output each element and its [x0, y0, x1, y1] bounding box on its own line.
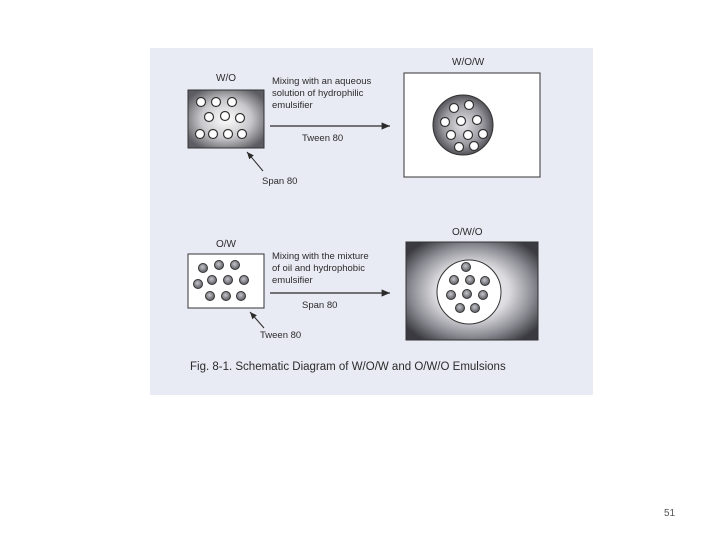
water-droplet: [196, 130, 205, 139]
owo-label: O/W/O: [452, 227, 483, 238]
bottom-pointer-label: Tween 80: [260, 330, 302, 341]
wow-label: W/O/W: [452, 57, 485, 68]
water-droplet: [455, 143, 464, 152]
oil-droplet: [447, 291, 456, 300]
oil-droplet: [240, 276, 249, 285]
page-number: 51: [664, 508, 676, 519]
water-droplet: [228, 98, 237, 107]
oil-droplet: [479, 291, 488, 300]
oil-droplet: [481, 277, 490, 286]
water-droplet: [464, 131, 473, 140]
water-droplet: [447, 131, 456, 140]
oil-droplet: [222, 292, 231, 301]
top-arrow-label: Tween 80: [302, 133, 344, 144]
water-droplet: [205, 113, 214, 122]
scanned-figure: [150, 48, 593, 395]
water-droplet: [236, 114, 245, 123]
oil-droplet: [208, 276, 217, 285]
emulsion-diagram: [150, 48, 593, 395]
figure-caption: Fig. 8-1. Schematic Diagram of W/O/W and O/W/O Emulsions: [190, 361, 506, 373]
top-pointer-arrow: [247, 152, 263, 171]
water-droplet: [221, 112, 230, 121]
oil-droplet: [215, 261, 224, 270]
oil-droplet: [194, 280, 203, 289]
bottom-process-line-3: emulsifier: [272, 275, 313, 286]
water-droplet: [473, 116, 482, 125]
water-droplet: [197, 98, 206, 107]
bottom-process-line-1: Mixing with the mixture: [272, 251, 369, 262]
oil-droplet: [456, 304, 465, 313]
oil-droplet: [466, 276, 475, 285]
water-droplet: [212, 98, 221, 107]
water-droplet: [470, 142, 479, 151]
oil-droplet: [471, 304, 480, 313]
bottom-process-line-2: of oil and hydrophobic: [272, 263, 365, 274]
ow-label: O/W: [216, 239, 236, 250]
water-droplet: [224, 130, 233, 139]
top-pointer-label: Span 80: [262, 176, 298, 187]
oil-droplet: [450, 276, 459, 285]
bottom-pointer-arrow: [250, 312, 264, 328]
water-droplet: [457, 117, 466, 126]
oil-droplet: [231, 261, 240, 270]
water-droplet: [465, 101, 474, 110]
water-droplet: [238, 130, 247, 139]
oil-droplet: [206, 292, 215, 301]
bottom-arrow-label: Span 80: [302, 300, 338, 311]
oil-droplet: [237, 292, 246, 301]
water-droplet: [441, 118, 450, 127]
oil-droplet: [224, 276, 233, 285]
water-droplet: [479, 130, 488, 139]
oil-droplet: [199, 264, 208, 273]
oil-droplet: [463, 290, 472, 299]
water-droplet: [450, 104, 459, 113]
wo-label: W/O: [216, 73, 236, 84]
top-process-line-1: Mixing with an aqueous: [272, 76, 372, 87]
top-process-line-3: emulsifier: [272, 100, 313, 111]
oil-droplet: [462, 263, 471, 272]
top-process-line-2: solution of hydrophilic: [272, 88, 364, 99]
water-droplet: [209, 130, 218, 139]
